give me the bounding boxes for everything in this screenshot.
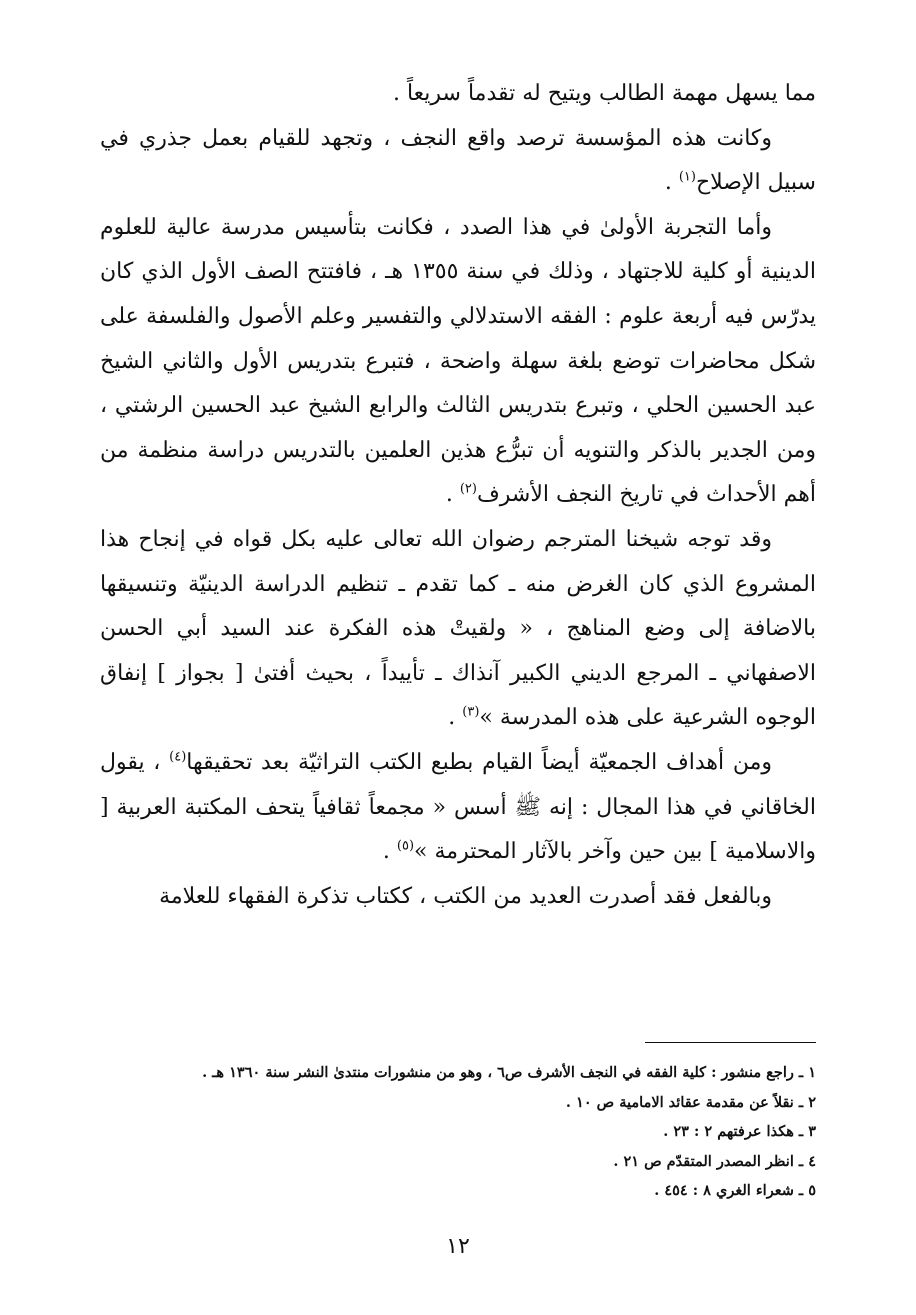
paragraph-5: ومن أهداف الجمعيّة أيضاً القيام بطبع الكتب التراثيّة بعد تحقيقها$^{(٤)}$ ، يقول الخاقاني في هذا المجال : إنه ﷺ أسس « مجمعاً ثقافياً يتحف المكتبة العربية [ والاسلامية ] بين حين وآخر بالآثار المحترمة »$^{(٥)}$ .: [100, 749, 816, 865]
footnote-4: ٤ ـ انظر المصدر المتقدّم ص ٢١ .: [613, 1152, 816, 1170]
main-text: [100, 72, 816, 919]
footnote-3: ٣ ـ هكذا عرفتهم ٢ : ٢٣ .: [663, 1123, 816, 1140]
paragraph-6: وبالفعل فقد أصدرت العديد من الكتب ، ككتاب تذكرة الفقهاء للعلامة: [159, 883, 772, 909]
footnotes: [100, 1058, 816, 1206]
footnote-ref-2[interactable]: (٢): [459, 482, 477, 498]
footnote-ref-1[interactable]: (١): [678, 169, 696, 185]
footnote-ref-3[interactable]: (٣): [462, 704, 480, 720]
footnote-ref-4[interactable]: (٤): [169, 749, 187, 765]
paragraph-2: وكانت هذه المؤسسة ترصد واقع النجف ، وتجهد للقيام بعمل جذري في سبيل الإصلاح$^{(١)}$ .: [100, 125, 816, 196]
footnote-5: ٥ ـ شعراء الغري ٨ : ٤٥٤ .: [654, 1182, 816, 1199]
footnote-ref-5[interactable]: (٥): [396, 838, 415, 854]
footnote-divider: [645, 1042, 816, 1043]
footnote-2: ٢ ـ نقلاً عن مقدمة عقائد الامامية ص ١٠ .: [565, 1093, 816, 1111]
footnote-1: ١ ـ راجع منشور : كلية الفقه في النجف الأشرف ص٦ ، وهو من منشورات منتدىٰ النشر سنة ١٣٦٠ هـ .: [202, 1064, 816, 1081]
paragraph-4: وقد توجه شيخنا المترجم رضوان الله تعالى عليه بكل قواه في إنجاح هذا المشروع الذي كان الغرض منه ـ كما تقدم ـ تنظيم الدراسة الدينيّة وتنسيقها بالاضافة إلى وضع المناهج ، « ولقيتْ هذه الفكرة عند السيد أبي الحسن الاصفهاني ـ المرجع الديني الكبير آنذاك ـ تأييداً ، بحيث أفتىٰ [ بجواز ] إنفاق الوجوه الشرعية على هذه المدرسة »$^{(٣)}$ .: [100, 526, 816, 731]
page-number: ١٢: [446, 1234, 470, 1259]
paragraph-1: مما يسهل مهمة الطالب ويتيح له تقدماً سريعاً .: [392, 81, 816, 106]
paragraph-3: وأما التجربة الأولىٰ في هذا الصدد ، فكانت بتأسيس مدرسة عالية للعلوم الدينية أو كلية للاجتهاد ، وذلك في سنة ١٣٥٥ هـ ، فافتتح الصف الأول الذي كان يدرّس فيه أربعة علوم : الفقه الاستدلالي والتفسير وعلم الأصول والفلسفة على شكل محاضرات توضع بلغة سهلة واضحة ، فتبرع بتدريس الأول والثاني الشيخ عبد الحسين الحلي ، وتبرع بتدريس الثالث والرابع الشيخ عبد الحسين الرشتي ، ومن الجدير بالذكر والتنويه أن تبرُّع هذين العلمين بالتدريس دراسة منظمة من أهم الأحداث في تاريخ النجف الأشرف$^{(٢)}$ .: [100, 214, 816, 508]
